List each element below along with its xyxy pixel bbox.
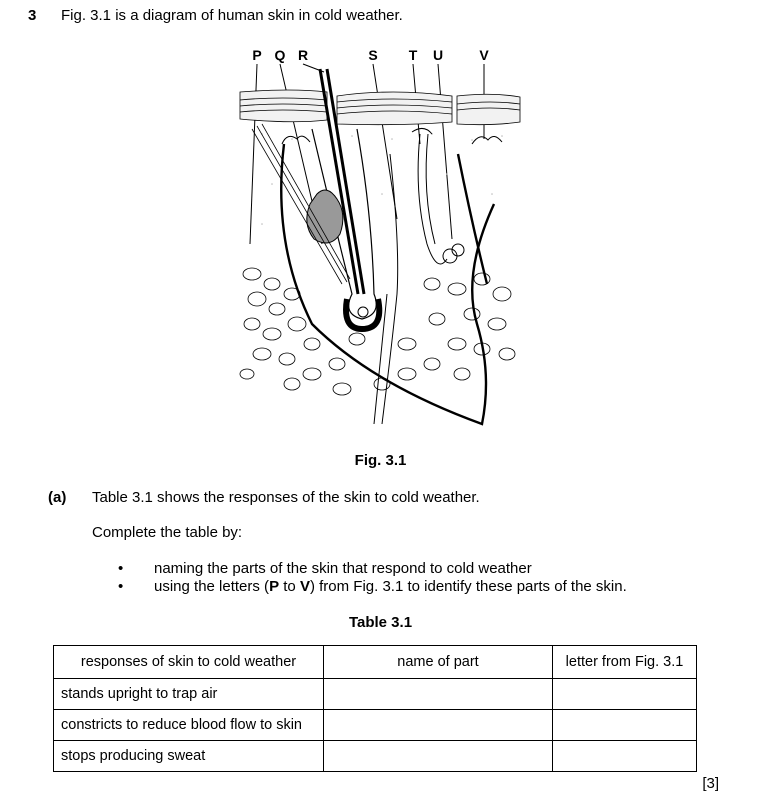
- bullet-item: [118, 578, 627, 596]
- table-row: [54, 679, 697, 710]
- marks-label: [3]: [702, 775, 719, 792]
- sweat-gland: [412, 128, 464, 264]
- response-cell: stands upright to trap air: [54, 679, 324, 710]
- skin-diagram: [232, 44, 532, 434]
- table-header-row: [54, 646, 697, 679]
- label-p: P: [252, 47, 262, 63]
- header-letter: letter from Fig. 3.1: [553, 646, 697, 679]
- figure-caption: Fig. 3.1: [354, 452, 407, 469]
- part-a-label: (a): [48, 489, 67, 506]
- header-responses: responses of skin to cold weather: [54, 646, 324, 679]
- response-cell: stops producing sweat: [54, 741, 324, 772]
- part-a-instruction: Complete the table by:: [92, 524, 243, 541]
- bullet-dot-icon: •: [118, 560, 124, 577]
- header-name-of-part: name of part: [324, 646, 553, 679]
- label-v: V: [479, 47, 489, 63]
- name-answer-cell[interactable]: [324, 741, 553, 772]
- bullet-text: naming the parts of the skin that respond to cold weather: [154, 560, 532, 577]
- table-row: [54, 710, 697, 741]
- bullet-item: [118, 560, 627, 578]
- response-table: [53, 645, 697, 772]
- letter-answer-cell[interactable]: [553, 741, 697, 772]
- dermis-texture: [261, 133, 503, 225]
- label-q: Q: [274, 47, 286, 63]
- response-cell: constricts to reduce blood flow to skin: [54, 710, 324, 741]
- bullet-dot-icon: •: [118, 578, 124, 595]
- part-a-text: Table 3.1 shows the responses of the skin to cold weather.: [92, 489, 480, 506]
- letter-answer-cell[interactable]: [553, 679, 697, 710]
- bullet-text: using the letters (P to V) from Fig. 3.1 to identify these parts of the skin.: [154, 578, 627, 595]
- epidermis: [240, 90, 520, 125]
- table-caption: Table 3.1: [348, 614, 413, 631]
- label-t: T: [408, 47, 418, 63]
- label-s: S: [368, 47, 378, 63]
- question-number: 3: [28, 7, 37, 24]
- question-intro: Fig. 3.1 is a diagram of human skin in cold weather.: [61, 7, 403, 24]
- letter-answer-cell[interactable]: [553, 710, 697, 741]
- label-u: U: [432, 47, 444, 63]
- label-r: R: [297, 47, 309, 63]
- bullet-list: [118, 560, 627, 596]
- table-row: [54, 741, 697, 772]
- name-answer-cell[interactable]: [324, 710, 553, 741]
- name-answer-cell[interactable]: [324, 679, 553, 710]
